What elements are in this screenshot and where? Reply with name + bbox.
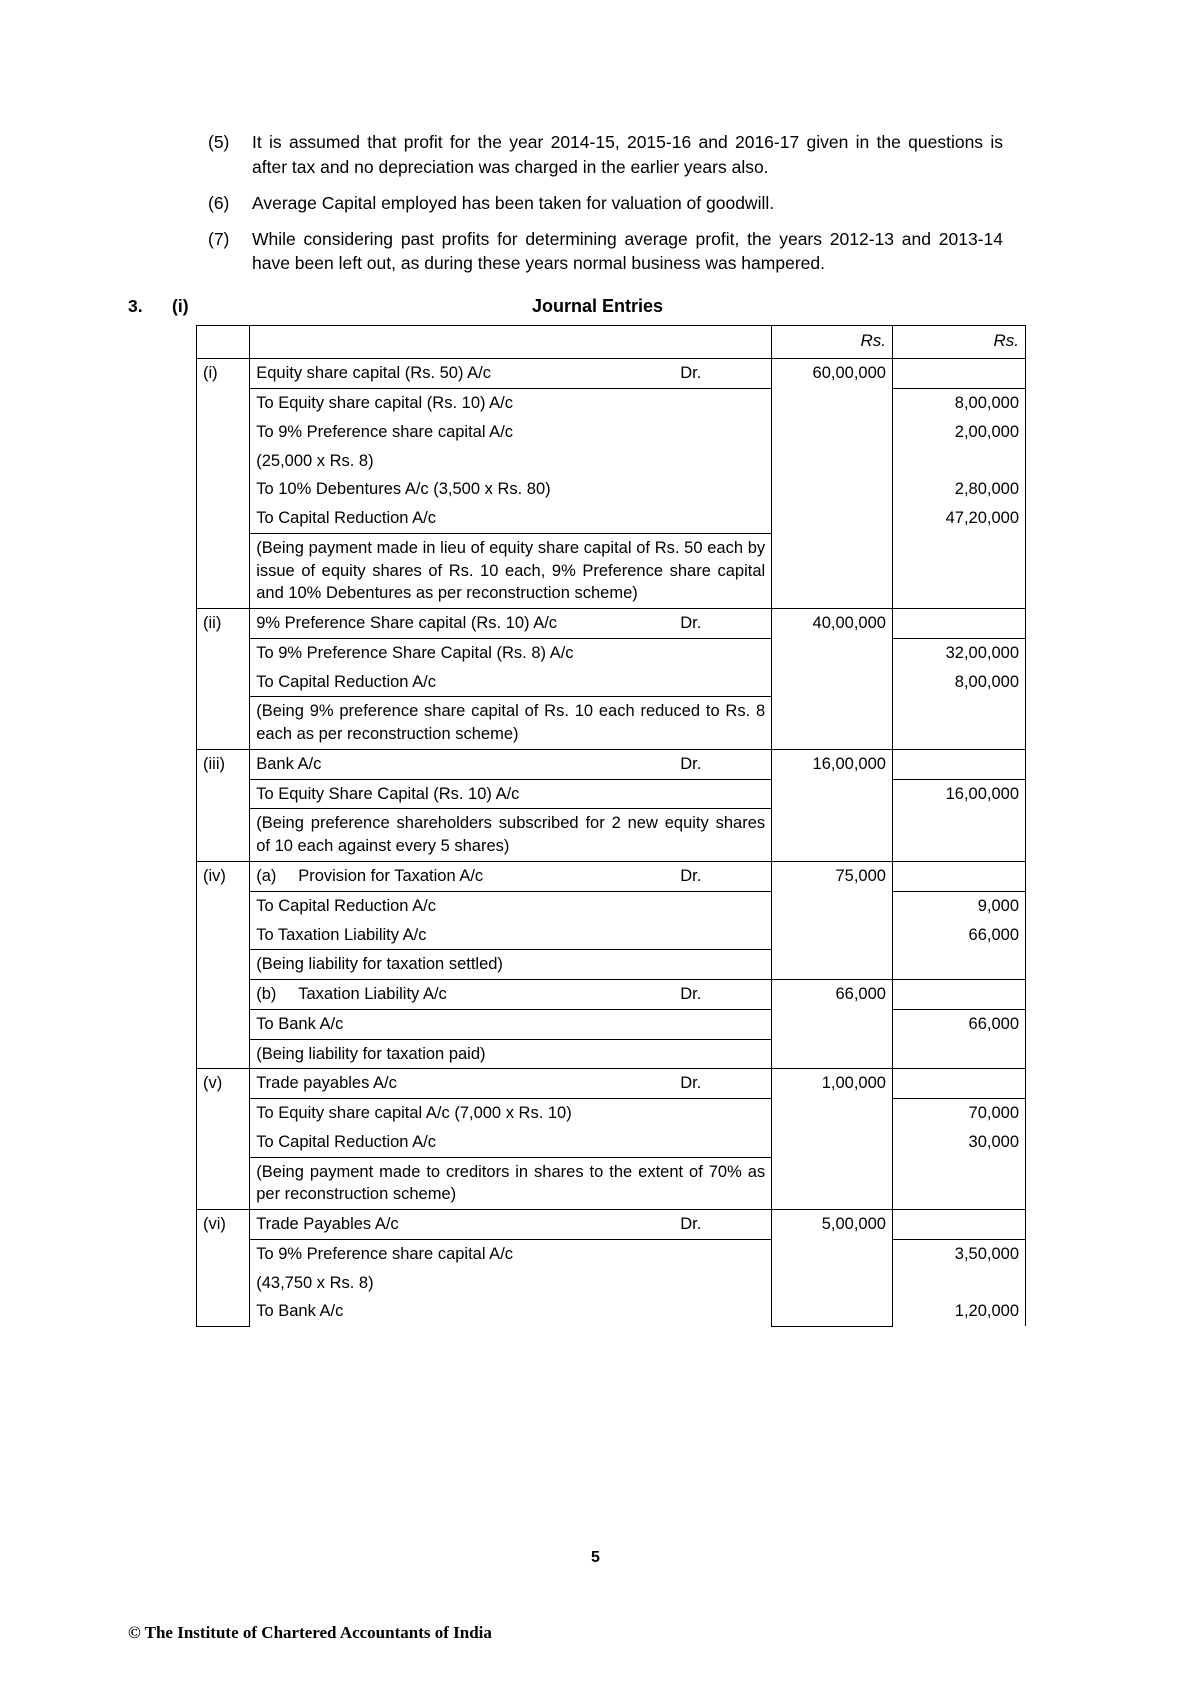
- particulars-text: Trade Payables A/c: [256, 1215, 399, 1234]
- debit-amount: 60,00,000: [772, 359, 893, 609]
- credit-amount: [892, 1269, 1025, 1298]
- credit-amount: [892, 1069, 1025, 1099]
- credit-amount: 30,000: [892, 1128, 1025, 1157]
- table-row: [197, 862, 1026, 892]
- credit-amount: 9,000: [892, 891, 1025, 920]
- entry-narration: (Being liability for taxation settled): [250, 950, 772, 980]
- table-row: [197, 1297, 1026, 1326]
- table-row: [197, 950, 1026, 980]
- table-row: [197, 1039, 1026, 1069]
- assumption-notes-list: [208, 130, 1003, 276]
- debit-amount: 66,000: [772, 980, 893, 1069]
- credit-amount: [892, 359, 1025, 389]
- table-header-row: [197, 326, 1026, 359]
- table-row: [197, 779, 1026, 809]
- table-row: [197, 1069, 1026, 1099]
- debit-amount: 75,000: [772, 862, 893, 980]
- table-row: [197, 809, 1026, 862]
- debit-amount: 5,00,000: [772, 1210, 893, 1327]
- entry-particulars: To 9% Preference Share Capital (Rs. 8) A/c: [250, 638, 772, 667]
- table-row: [197, 1157, 1026, 1210]
- dr-tag: Dr.: [680, 1215, 702, 1234]
- dr-tag: Dr.: [680, 867, 702, 885]
- entry-particulars: [250, 1210, 772, 1240]
- dr-tag: Dr.: [680, 614, 702, 633]
- credit-amount: 32,00,000: [892, 638, 1025, 667]
- credit-amount: 16,00,000: [892, 779, 1025, 809]
- entry-narration: (Being 9% preference share capital of Rs. 10 each reduced to Rs. 8 each as per reconstruction scheme): [250, 697, 772, 750]
- entry-narration: (Being payment made to creditors in shares to the extent of 70% as per reconstruction scheme): [250, 1157, 772, 1210]
- entry-particulars: [250, 609, 772, 639]
- particulars-text: Equity share capital (Rs. 50) A/c: [256, 364, 491, 383]
- entry-ref: (iii): [197, 749, 250, 861]
- credit-amount: [892, 980, 1025, 1010]
- entry-ref: (iv): [197, 862, 250, 1069]
- table-row: [197, 1128, 1026, 1157]
- debit-amount: 40,00,000: [772, 609, 893, 750]
- table-row: [197, 921, 1026, 950]
- entry-particulars: To 9% Preference share capital A/c: [250, 418, 772, 447]
- credit-amount: 8,00,000: [892, 668, 1025, 697]
- table-row: [197, 1210, 1026, 1240]
- entry-particulars: To Equity Share Capital (Rs. 10) A/c: [250, 779, 772, 809]
- entry-particulars: [250, 862, 772, 892]
- header-debit: Rs.: [772, 326, 893, 359]
- credit-amount: [892, 1210, 1025, 1240]
- credit-amount: 66,000: [892, 1009, 1025, 1039]
- entry-particulars: To 9% Preference share capital A/c: [250, 1239, 772, 1268]
- entry-particulars: (25,000 x Rs. 8): [250, 447, 772, 476]
- entry-particulars: To Capital Reduction A/c: [250, 668, 772, 697]
- entry-particulars: To Capital Reduction A/c: [250, 1128, 772, 1157]
- entry-particulars: To 10% Debentures A/c (3,500 x Rs. 80): [250, 475, 772, 504]
- entry-narration: (Being liability for taxation paid): [250, 1039, 772, 1069]
- credit-amount: [892, 862, 1025, 892]
- dr-tag: Dr.: [680, 1074, 702, 1093]
- credit-amount: 47,20,000: [892, 504, 1025, 533]
- entry-particulars: [250, 980, 772, 1010]
- table-row: [197, 475, 1026, 504]
- credit-amount: 70,000: [892, 1099, 1025, 1128]
- note-number: (5): [208, 132, 230, 152]
- credit-amount: [892, 447, 1025, 476]
- particulars-text: Trade payables A/c: [256, 1074, 397, 1093]
- entry-particulars: (43,750 x Rs. 8): [250, 1269, 772, 1298]
- dr-tag: Dr.: [680, 364, 702, 383]
- table-row: [197, 980, 1026, 1010]
- table-row: [197, 668, 1026, 697]
- page-title: Journal Entries: [531, 296, 664, 317]
- particulars-text: Taxation Liability A/c: [298, 985, 447, 1004]
- debit-amount: 1,00,000: [772, 1069, 893, 1210]
- entry-ref: (v): [197, 1069, 250, 1210]
- list-item: [208, 191, 1003, 216]
- table-row: [197, 1099, 1026, 1128]
- list-item: [208, 130, 1003, 180]
- table-row: [197, 609, 1026, 639]
- credit-amount: [892, 1039, 1025, 1069]
- journal-entries-table: [196, 325, 1026, 1327]
- note-number: (7): [208, 228, 230, 249]
- credit-amount: [892, 609, 1025, 639]
- entry-particulars: To Equity share capital (Rs. 10) A/c: [250, 388, 772, 417]
- question-heading: [128, 296, 1063, 317]
- copyright-notice: © The Institute of Chartered Accountants of India: [128, 1623, 492, 1642]
- list-item: [208, 227, 1003, 277]
- entry-particulars: To Taxation Liability A/c: [250, 921, 772, 950]
- credit-amount: [892, 697, 1025, 750]
- credit-amount: [892, 749, 1025, 779]
- entry-particulars: To Equity share capital A/c (7,000 x Rs. 10): [250, 1099, 772, 1128]
- table-row: [197, 891, 1026, 920]
- dr-tag: Dr.: [680, 754, 702, 773]
- table-row: [197, 359, 1026, 389]
- entry-narration: (Being preference shareholders subscribed for 2 new equity shares of 10 each against every 5 shares): [250, 809, 772, 862]
- table-row: [197, 533, 1026, 608]
- credit-amount: 66,000: [892, 921, 1025, 950]
- credit-amount: [892, 809, 1025, 862]
- credit-amount: 8,00,000: [892, 388, 1025, 417]
- note-text: It is assumed that profit for the year 2014-15, 2015-16 and 2016-17 given in the questions is after tax and no depreciation was charged in the earlier years also.: [252, 132, 1003, 177]
- note-text: Average Capital employed has been taken for valuation of goodwill.: [252, 192, 775, 213]
- table-row: [197, 749, 1026, 779]
- dr-tag: Dr.: [680, 985, 702, 1004]
- table-row: [197, 418, 1026, 447]
- entry-narration: (Being payment made in lieu of equity share capital of Rs. 50 each by issue of equity shares of Rs. 10 each, 9% Preference share capital and 10% Debentures as per reconstruction scheme): [250, 533, 772, 608]
- credit-amount: [892, 533, 1025, 608]
- note-number: (6): [208, 192, 230, 213]
- credit-amount: [892, 950, 1025, 980]
- entry-ref: (ii): [197, 609, 250, 750]
- credit-amount: 3,50,000: [892, 1239, 1025, 1268]
- table-row: [197, 447, 1026, 476]
- debit-amount: 16,00,000: [772, 749, 893, 861]
- table-row: [197, 1239, 1026, 1268]
- sub-entry-label: (b): [256, 985, 277, 1004]
- entry-particulars: To Capital Reduction A/c: [250, 504, 772, 533]
- header-credit: Rs.: [892, 326, 1025, 359]
- header-ref: [197, 326, 250, 359]
- entry-particulars: To Capital Reduction A/c: [250, 891, 772, 920]
- particulars-text: 9% Preference Share capital (Rs. 10) A/c: [256, 614, 558, 633]
- question-number: 3.: [128, 296, 143, 317]
- table-row: [197, 388, 1026, 417]
- credit-amount: 2,00,000: [892, 418, 1025, 447]
- table-row: [197, 638, 1026, 667]
- entry-particulars: [250, 1069, 772, 1099]
- table-row: [197, 697, 1026, 750]
- credit-amount: [892, 1157, 1025, 1210]
- header-particulars: [250, 326, 772, 359]
- table-row: [197, 504, 1026, 533]
- entry-particulars: [250, 359, 772, 389]
- question-subpart: (i): [172, 296, 189, 317]
- entry-particulars: To Bank A/c: [250, 1297, 772, 1326]
- particulars-text: Bank A/c: [256, 754, 322, 773]
- table-row: [197, 1009, 1026, 1039]
- note-text: While considering past profits for determining average profit, the years 2012-13 and 2013-14 have been left out, as during these years normal business was hampered.: [252, 228, 1003, 274]
- sub-entry-label: (a): [256, 867, 277, 885]
- particulars-text: Provision for Taxation A/c: [298, 867, 484, 885]
- entry-ref: (i): [197, 359, 250, 609]
- entry-ref: (vi): [197, 1210, 250, 1327]
- entry-particulars: [250, 749, 772, 779]
- page-number: 5: [591, 1549, 600, 1566]
- credit-amount: 1,20,000: [892, 1297, 1025, 1326]
- table-row: [197, 1269, 1026, 1298]
- credit-amount: 2,80,000: [892, 475, 1025, 504]
- entry-particulars: To Bank A/c: [250, 1009, 772, 1039]
